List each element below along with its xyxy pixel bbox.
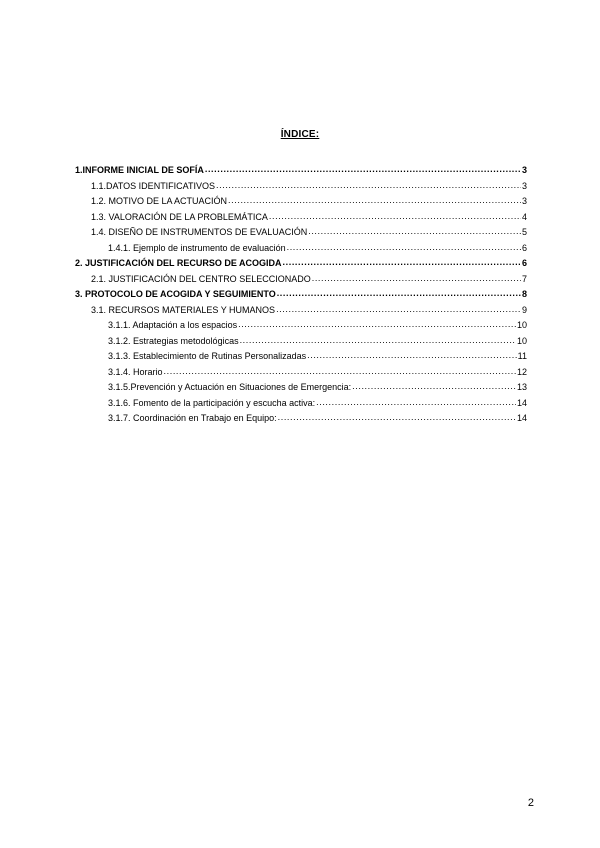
toc-entry-text: 3.1.2. Estrategias metodológicas (108, 336, 239, 346)
toc-dot-leader (312, 272, 521, 284)
toc-entry[interactable] (91, 304, 527, 316)
toc-dot-leader (307, 349, 517, 361)
toc-entry-page: 10 (516, 336, 527, 346)
toc-title: ÍNDICE: (280, 129, 320, 140)
toc-entry[interactable] (108, 366, 527, 378)
toc-entry[interactable] (91, 211, 527, 223)
toc-entry-page: 10 (516, 320, 527, 330)
toc-entry-text: 1.3. VALORACIÓN DE LA PROBLEMÁTICA (91, 212, 268, 222)
toc-entry[interactable] (91, 180, 527, 192)
toc-entry-page: 12 (516, 367, 527, 377)
toc-entry-text: 1.4.1. Ejemplo de instrumento de evaluación (108, 243, 286, 253)
toc-dot-leader (277, 287, 521, 299)
toc-dot-leader (352, 380, 516, 392)
toc-dot-leader (287, 241, 521, 253)
toc-entry-page: 11 (517, 351, 527, 361)
toc-entry-page: 7 (521, 274, 527, 284)
toc-entry[interactable] (108, 397, 527, 409)
toc-entry-text: 3.1. RECURSOS MATERIALES Y HUMANOS (91, 305, 276, 315)
toc-entry[interactable] (75, 164, 527, 176)
toc-entry[interactable] (75, 257, 527, 269)
toc-entry-page: 14 (516, 398, 527, 408)
toc-dot-leader (269, 210, 521, 222)
toc-entry-page: 9 (521, 305, 527, 315)
toc-dot-leader (276, 303, 521, 315)
toc-entry-page: 6 (521, 258, 527, 268)
page-number: 2 (527, 797, 534, 809)
toc-dot-leader (205, 163, 521, 175)
toc-entry[interactable] (91, 226, 527, 238)
toc-dot-leader (238, 318, 516, 330)
toc-entry[interactable] (108, 319, 527, 331)
toc-entry-text: 3.1.1. Adaptación a los espacios (108, 320, 238, 330)
toc-entry[interactable] (108, 381, 527, 393)
toc-entry-page: 4 (521, 212, 527, 222)
toc-dot-leader (216, 179, 521, 191)
toc-dot-leader (278, 411, 516, 423)
toc-entry[interactable] (91, 195, 527, 207)
toc-entry[interactable] (75, 288, 527, 300)
toc-entry-page: 3 (521, 196, 527, 206)
toc-entry[interactable] (108, 335, 527, 347)
toc-dot-leader (283, 256, 521, 268)
toc-dot-leader (240, 334, 516, 346)
toc-entry-page: 6 (521, 243, 527, 253)
toc-entry[interactable] (108, 412, 527, 424)
toc-entry-text: 1.INFORME INICIAL DE SOFÍA (75, 165, 204, 175)
toc-entry-text: 3.1.4. Horario (108, 367, 163, 377)
toc-entry-page: 14 (516, 413, 527, 423)
toc-dot-leader (228, 194, 521, 206)
toc-entry-page: 5 (521, 227, 527, 237)
toc-entry-text: 3. PROTOCOLO DE ACOGIDA Y SEGUIMIENTO (75, 289, 276, 299)
toc-entry-text: 1.1.DATOS IDENTIFICATIVOS (91, 181, 216, 191)
toc-entry-text: 3.1.3. Establecimiento de Rutinas Personalizadas (108, 351, 307, 361)
toc-entry[interactable] (108, 350, 527, 362)
toc-entry[interactable] (91, 273, 527, 285)
toc-entry-page: 8 (521, 289, 527, 299)
toc-entry[interactable] (108, 242, 527, 254)
toc-entry-page: 13 (516, 382, 527, 392)
toc-entry-text: 2.1. JUSTIFICACIÓN DEL CENTRO SELECCIONADO (91, 274, 311, 284)
toc-dot-leader (164, 365, 516, 377)
toc-entry-text: 3.1.6. Fomento de la participación y escucha activa: (108, 398, 316, 408)
toc-entry-page: 3 (521, 181, 527, 191)
toc-entry-text: 2. JUSTIFICACIÓN DEL RECURSO DE ACOGIDA (75, 258, 282, 268)
toc-dot-leader (316, 396, 516, 408)
toc-dot-leader (308, 225, 521, 237)
toc-entry-text: 1.2. MOTIVO DE LA ACTUACIÓN (91, 196, 228, 206)
toc-entry-page: 3 (521, 165, 527, 175)
toc-entry-text: 1.4. DISEÑO DE INSTRUMENTOS DE EVALUACIÓN (91, 227, 308, 237)
toc-entry-text: 3.1.7. Coordinación en Trabajo en Equipo: (108, 413, 277, 423)
toc-entry-text: 3.1.5.Prevención y Actuación en Situaciones de Emergencia: (108, 382, 352, 392)
